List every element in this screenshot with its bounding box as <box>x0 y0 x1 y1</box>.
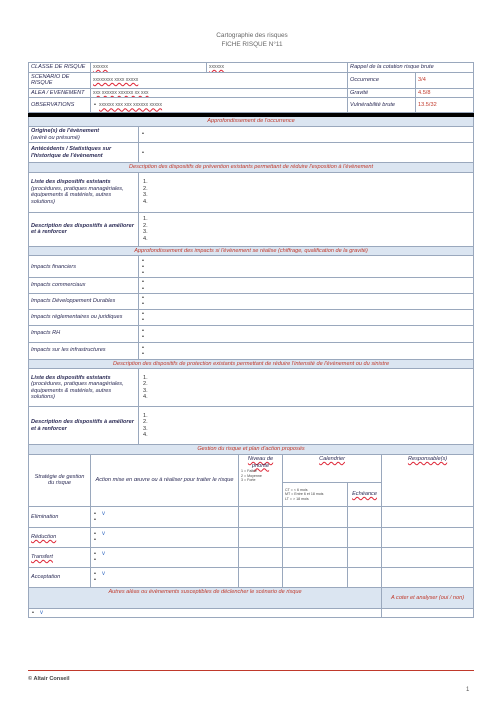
vulnerabilite-value: 13.5/32 <box>416 98 474 113</box>
section-prevention: Description des dispositifs de prévention existants permettant de réduire l'exposition à l'évènement <box>29 163 474 173</box>
section-protection: Description des dispositifs de protection existants permettant de réduire l'intensité de l'évènement ou du sinistre <box>29 359 474 369</box>
section-gestion: Gestion du risque et plan d'action proposés <box>29 445 474 455</box>
calendrier-elimination[interactable] <box>283 506 348 527</box>
strategie-acceptation: Acceptation <box>29 567 91 587</box>
impacts-commerciaux-label: Impacts commerciaux <box>29 278 139 293</box>
strategie-header: Stratégie de gestion du risque <box>29 454 91 506</box>
scenario-label: SCENARIO DE RISQUE <box>29 72 91 88</box>
impacts-reglementaires-content[interactable] <box>139 309 474 325</box>
niveau-header: Niveau de priorité 1 = Faible 2 = Moyenne 3 = Forte <box>239 454 283 506</box>
a-coter-content[interactable] <box>382 608 474 617</box>
rappel-label: Rappel de la cotation risque brute <box>348 63 474 73</box>
antecedents-label: Antécédents / Statistiques sur l'historique de l'évènement <box>29 143 139 163</box>
impacts-financiers-content[interactable] <box>139 256 474 278</box>
observations-value: • xxxxxx xxx xxx xxxxxx xxxxx <box>91 98 348 113</box>
document-header <box>0 31 504 49</box>
origine-content[interactable] <box>139 126 474 142</box>
responsable-header: Responsable(s) <box>382 454 474 506</box>
niveau-transfert[interactable] <box>239 547 283 567</box>
prevention-ameliorer-content[interactable]: 1. 2. 3. 4. <box>139 212 474 246</box>
page-number: 1 <box>466 687 470 693</box>
impacts-infrastructures-label: Impacts sur les infrastructures <box>29 342 139 359</box>
protection-liste-content[interactable]: 1. 2. 3. 4. <box>139 369 474 407</box>
responsable-transfert[interactable] <box>382 547 474 567</box>
scenario-value: xxxxxxxx xxxx xxxxx <box>91 72 348 88</box>
autres-aleas-content[interactable]: • v <box>29 608 382 617</box>
section-autres-aleas: Autres aléas ou évènements susceptibles de déclencher le scénario de risque <box>29 587 382 608</box>
prevention-liste-content[interactable]: 1. 2. 3. 4. <box>139 172 474 212</box>
classe-label: CLASSE DE RISQUE <box>29 63 91 73</box>
impacts-rh-content[interactable] <box>139 325 474 342</box>
echeance-header: Echéance <box>348 482 382 506</box>
classe-value-2: xxxxxx <box>207 63 348 73</box>
occurrence-label: Occurrence <box>348 72 416 88</box>
impacts-reglementaires-label: Impacts réglementaires ou juridiques <box>29 309 139 325</box>
calendrier-legend: CT = < 6 mois MT = Entre 6 et 18 mois LT = > 18 mois <box>283 482 348 506</box>
strategie-elimination: Elimination <box>29 506 91 527</box>
observations-label: OBSERVATIONS <box>29 98 91 113</box>
calendrier-transfert[interactable] <box>283 547 348 567</box>
prevention-liste-label: Liste des dispositifs existants (procédures, pratiques managériales, équipements & matériels, autres solutions) <box>29 172 139 212</box>
protection-ameliorer-label: Description des dispositifs à améliorer et à renforcer <box>29 407 139 445</box>
action-reduction[interactable]: • v • <box>91 527 239 547</box>
impacts-rh-label: Impacts RH <box>29 325 139 342</box>
responsable-acceptation[interactable] <box>382 567 474 587</box>
protection-liste-label: Liste des dispositifs existants (procédures, pratiques managériales, équipements & matériels, autres solutions) <box>29 369 139 407</box>
calendrier-acceptation[interactable] <box>283 567 348 587</box>
origine-label-cell: Origine(s) de l'évènement (avéré ou présumé) <box>29 126 139 142</box>
document-subtitle: FICHE RISQUE N°11 <box>221 41 283 48</box>
impacts-infrastructures-content[interactable] <box>139 342 474 359</box>
niveau-elimination[interactable] <box>239 506 283 527</box>
gravite-label: Gravité <box>348 88 416 98</box>
niveau-reduction[interactable] <box>239 527 283 547</box>
impacts-financiers-label: Impacts financiers <box>29 256 139 278</box>
echeance-transfert[interactable] <box>348 547 382 567</box>
niveau-acceptation[interactable] <box>239 567 283 587</box>
echeance-acceptation[interactable] <box>348 567 382 587</box>
strategie-transfert: Transfert <box>29 547 91 567</box>
footer-divider <box>28 670 474 671</box>
action-acceptation[interactable]: • v • <box>91 567 239 587</box>
protection-ameliorer-content[interactable]: 1. 2. 3. 4. <box>139 407 474 445</box>
responsable-reduction[interactable] <box>382 527 474 547</box>
impacts-developpement-content[interactable] <box>139 293 474 309</box>
antecedents-content[interactable] <box>139 143 474 163</box>
classe-value: xxxxxx <box>91 63 207 73</box>
alea-label: ALEA / EVENEMENT <box>29 88 91 98</box>
calendrier-reduction[interactable] <box>283 527 348 547</box>
action-elimination[interactable]: • v • <box>91 506 239 527</box>
impacts-commerciaux-content[interactable] <box>139 278 474 293</box>
risk-sheet-table <box>28 62 474 618</box>
action-header: Action mise en œuvre ou à réaliser pour traiter le risque <box>91 454 239 506</box>
action-transfert[interactable]: • v • <box>91 547 239 567</box>
alea-value: xxx xxxxxx xxxxxx xx xxx <box>91 88 348 98</box>
echeance-reduction[interactable] <box>348 527 382 547</box>
responsable-elimination[interactable] <box>382 506 474 527</box>
gravite-value: 4.5/8 <box>416 88 474 98</box>
occurrence-value: 3/4 <box>416 72 474 88</box>
prevention-ameliorer-label: Description des dispositifs à améliorer et à renforcer <box>29 212 139 246</box>
footer-company: © Altair Conseil <box>28 676 70 682</box>
calendrier-header: Calendrier <box>283 454 382 482</box>
strategie-reduction: Réduction <box>29 527 91 547</box>
impacts-developpement-label: Impacts Développement Durables <box>29 293 139 309</box>
section-occurrence: Approfondissement de l'occurrence <box>29 117 474 127</box>
document-title: Cartographie des risques <box>216 32 288 39</box>
section-a-coter: A coter et analyser (oui / non) <box>382 587 474 608</box>
echeance-elimination[interactable] <box>348 506 382 527</box>
section-impacts: Approfondissement des impacts si l'évènement se réalise (chiffrage, qualification de la gravité) <box>29 246 474 256</box>
vulnerabilite-label: Vulnérabilité brute <box>348 98 416 113</box>
